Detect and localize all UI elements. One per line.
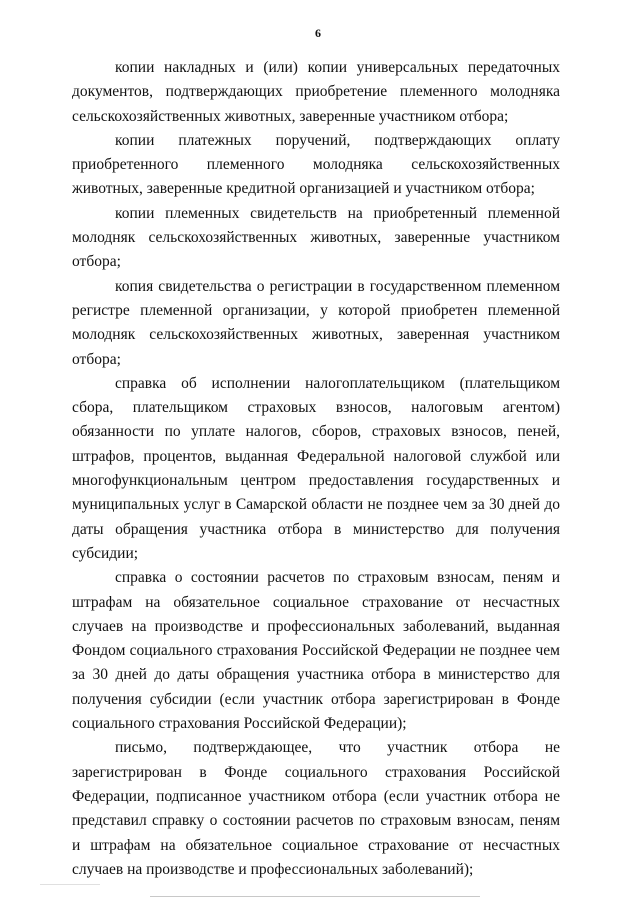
scan-artifact-line bbox=[150, 896, 480, 897]
scan-artifact-line bbox=[40, 884, 100, 885]
paragraph-payment-orders: копии платежных поручений, подтверждающих оплату приобретенного племенного молодняка сельскохозяйственных животных, заверенные кредитной организацией и участником отбора; bbox=[72, 131, 560, 198]
paragraph-registration-certificate: копия свидетельства о регистрации в государственном племенном регистре племенной организации, у которой приобретен племенной молодняк сельскохозяйственных животных, заверенная участником отбора; bbox=[72, 277, 560, 368]
page-number: 6 bbox=[315, 26, 321, 40]
paragraph-tax-certificate: справка об исполнении налогоплательщиком (плательщиком сбора, плательщиком страховых взносов, налоговым агентом) обязанности по уплате налогов, сборов, страховых взносов, пеней, штрафов, процентов, выданная Федеральной налоговой службой или многофункциональным центром предоставления государственных и муниципальных услуг в Самарской области не позднее чем за 30 дней до даты обращения участника отбора в министерство для получения субсидии; bbox=[72, 374, 560, 562]
paragraph-insurance-certificate: справка о состоянии расчетов по страховым взносам, пеням и штрафам на обязательное социальное страхование от несчастных случаев на производстве и профессиональных заболеваний, выданная Фондом социального страхования Российской Федерации не позднее чем за 30 дней до даты обращения участника отбора в министерство для получения субсидии (если участник отбора зарегистрирован в Фонде социального страхования Российской Федерации); bbox=[72, 569, 560, 733]
paragraph-invoices: копии накладных и (или) копии универсальных передаточных документов, подтверждающих приобретение племенного молодняка сельскохозяйственных животных, заверенные участником отбора; bbox=[72, 59, 560, 125]
paragraph-confirmation-letter: письмо, подтверждающее, что участник отбора не зарегистрирован в Фонде социального страхования Российской Федерации, подписанное участником отбора (если участник отбора не представил справку о состоянии расчетов по страховым взносам, пеням и штрафам на обязательное социальное страхование от несчастных случаев на производстве и профессиональных заболеваний); bbox=[72, 739, 560, 878]
document-body bbox=[72, 56, 560, 882]
paragraph-breeding-certificates: копии племенных свидетельств на приобретенный племенной молодняк сельскохозяйственных животных, заверенные участником отбора; bbox=[72, 204, 560, 271]
